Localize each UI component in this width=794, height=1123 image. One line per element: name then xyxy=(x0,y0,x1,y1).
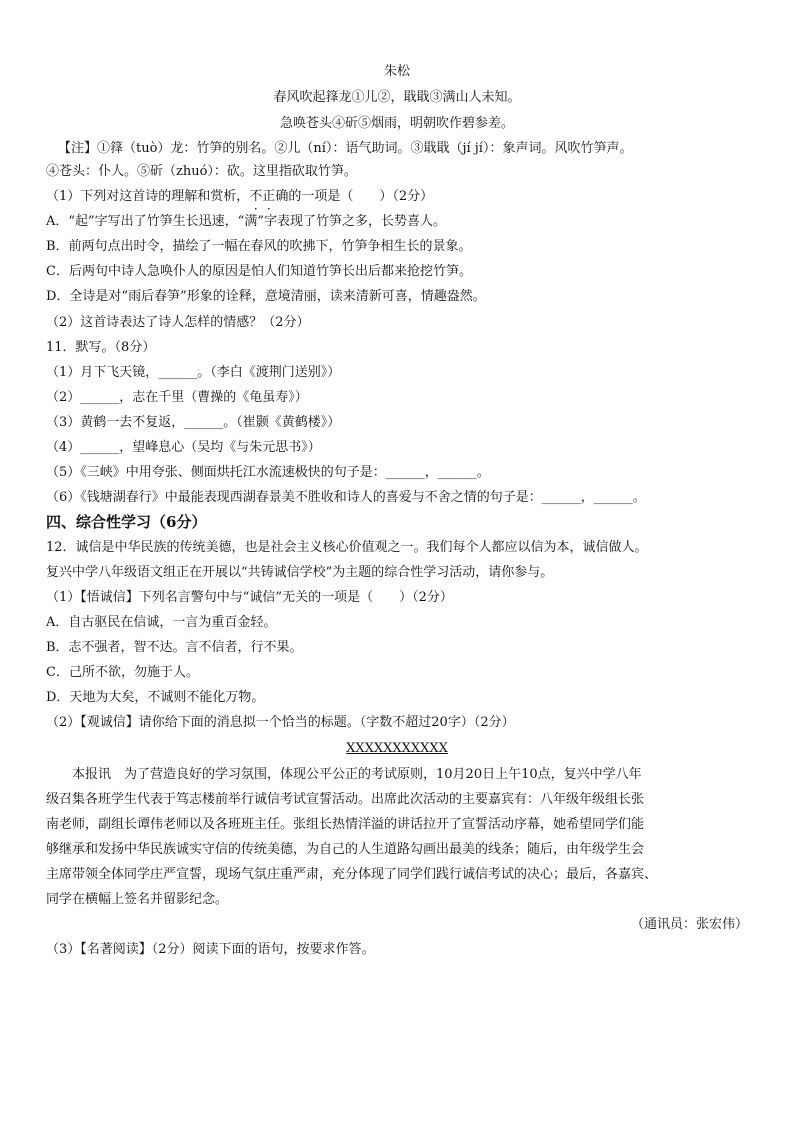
q10-option-b: B．前两句点出时令，描绘了一幅在春风的吹拂下，竹笋争相生长的景象。 xyxy=(46,239,472,254)
q12-option-c: C．己所不欲，勿施于人。 xyxy=(46,665,199,680)
news-line-2: 级召集各班学生代表于笃志楼前举行诚信考试宣誓活动。出席此次活动的主要嘉宾有：八年级年级组长张 xyxy=(46,792,645,807)
news-reporter: （通讯员：张宏伟） xyxy=(630,917,748,932)
q12-intro-2: 复兴中学八年级语文组正在开展以“共铸诚信学校”为主题的综合性学习活动，请你参与。 xyxy=(46,565,554,580)
news-line-3: 南老师，副组长谭伟老师以及各班班主任。张组长热情洋溢的讲话拉开了宣誓活动序幕，她希望同学们能 xyxy=(46,817,645,832)
q11-item-1: （1）月下飞天镜，______。（李白《渡荆门送别》） xyxy=(46,365,341,380)
q10-option-d: D．全诗是对“雨后春笋”形象的诠释，意境清丽，读来清新可喜，情趣盎然。 xyxy=(46,289,486,304)
q11-item-3: （3）黄鹤一去不复返，______。（崔颢《黄鹤楼》） xyxy=(46,415,341,430)
poem-line-1: 春风吹起箨龙①儿②，戢戢③满山人未知。 xyxy=(273,90,521,105)
q12-option-d: D．天地为大矣，不诚则不能化万物。 xyxy=(46,690,265,705)
q11-item-6: （6）《钱塘湖春行》中最能表现西湖春景美不胜收和诗人的喜爱与不舍之情的句子是：______，______。 xyxy=(46,490,646,505)
q12-option-b: B．志不强者，智不达。言不信者，行不果。 xyxy=(46,640,303,655)
emphasis-char-1: 不 xyxy=(249,189,263,204)
q11-title: 11．默写。（8分） xyxy=(46,340,156,355)
q11-item-5: （5）《三峡》中用夸张、侧面烘托江水流速极快的句子是：______，______。 xyxy=(46,465,490,480)
emphasis-char-2: 正 xyxy=(262,189,276,204)
note-line-2: ④苍头：仆人。⑤斫（zhuó）：砍。这里指砍取竹笋。 xyxy=(46,164,357,179)
q10-1-stem xyxy=(46,188,748,206)
q12-intro-1: 12．诚信是中华民族的传统美德，也是社会主义核心价值观之一。我们每个人都应以信为本，诚信做人。 xyxy=(46,540,648,555)
q10-option-c: C．后两句中诗人急唤仆人的原因是怕人们知道竹笋长出后都来抢挖竹笋。 xyxy=(46,264,472,279)
news-title: XXXXXXXXXXX xyxy=(346,741,448,756)
news-line-5: 主席带领全体同学庄严宣誓，现场气氛庄重严肃，充分体现了同学们践行诚信考试的决心；最后，各嘉宾、 xyxy=(46,867,658,882)
q12-option-a: A．自古驱民在信诚，一言为重百金轻。 xyxy=(46,615,277,630)
news-line-1: 本报讯 为了营造良好的学习氛围，体现公平公正的考试原则，10月20日上午10点，复兴中学八年 xyxy=(46,767,642,782)
q10-1-prefix: （1）下列对这首诗的理解和赏析， xyxy=(46,189,250,204)
q11-item-4: （4）______，望峰息心（吴均《与朱元思书》） xyxy=(46,440,321,455)
news-line-4: 够继承和发扬中华民族诚实守信的传统美德，为自己的人生道路勾画出最美的线条；随后，由年级学生会 xyxy=(46,842,645,857)
q10-1-suffix: 确的一项是（ ）（2分） xyxy=(275,189,434,204)
q10-2-stem: （2）这首诗表达了诗人怎样的情感？（2分） xyxy=(46,315,310,330)
q12-1-stem: （1）【悟诚信】下列名言警句中与“诚信”无关的一项是（ ）（2分） xyxy=(46,590,453,605)
poem-line-2: 急唤苍头④斫⑤烟雨，明朝吹作碧参差。 xyxy=(279,116,514,131)
q10-option-a: A．“起”字写出了竹笋生长迅速，“满”字表现了竹笋之多，长势喜人。 xyxy=(46,214,446,229)
note-line-1: 【注】①箨（tuò）龙：竹笋的别名。②儿（ní）：语气助词。③戢戢（jí jí）：象声词。风吹竹笋声。 xyxy=(58,141,633,156)
q11-item-2: （2）______，志在千里（曹操的《龟虽寿》） xyxy=(46,390,308,405)
section-heading: 四、综合性学习（6分） xyxy=(46,513,207,531)
q12-2-stem: （2）【观诚信】请你给下面的消息拟一个恰当的标题。（字数不超过20字）（2分） xyxy=(46,715,515,730)
news-line-6: 同学在横幅上签名并留影纪念。 xyxy=(46,892,229,907)
poem-author: 朱松 xyxy=(383,64,410,79)
q12-3-stem: （3）【名著阅读】（2分）阅读下面的语句，按要求作答。 xyxy=(46,942,375,957)
